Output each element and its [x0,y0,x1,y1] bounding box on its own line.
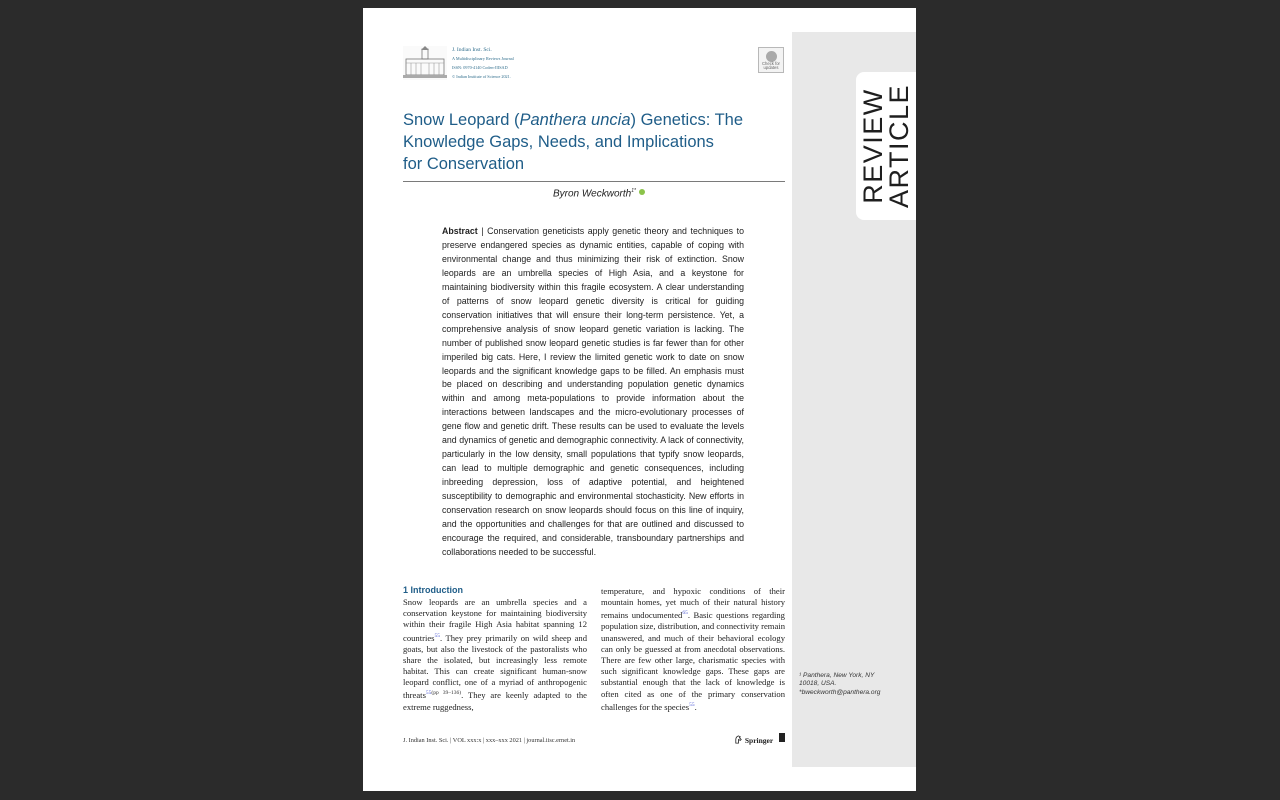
orcid-icon[interactable] [639,189,645,195]
publisher-name: Springer [744,736,774,745]
citation-link[interactable]: 65 [682,610,688,617]
review-article-tab [856,72,916,220]
institute-logo-icon [403,46,447,80]
journal-subtitle: A Multidisciplinary Reviews Journal [452,56,514,61]
page-footer: J. Indian Inst. Sci. | VOL xxx:x | xxx–xxx 2021 | journal.iisc.ernet.in [403,737,576,744]
affiliation-address: ¹ Panthera, New York, NY 10018, USA. [799,672,875,688]
check-for-updates-badge[interactable] [758,47,784,73]
author-marker: 1* [631,188,636,194]
abstract: Abstract | Conservation geneticists apply genetic theory and techniques to preserve endangered species as dynamic entities, capable of coping with environmental change and thus minimizing their risk of extinction. Snow leopards are an umbrella species of High Asia, and a keystone for maintaining biodiversity within this fragile ecosystem. A clear understanding of patterns of snow leopard genetic diversity is critical for guiding conservation initiatives that will ensure their long-term persistence. Yet, a comprehensive analysis of snow leopard genetic variation is lacking. The number of published snow leopard genetic studies is far fewer than for other imperiled big cats. Here, I review the limited genetic work to date on snow leopards and the significant knowledge gaps to be filled. An emphasis must be placed on describing and understanding population genetic dynamics within and among meta-populations to provide information about the interactions between landscapes and the micro-evolutionary processes of gene flow and genetic drift. These results can be used to evaluate the levels and dynamics of genetic and demographic connectivity. A lack of connectivity, particularly in the low density, small populations that typify snow leopards, can lead to multiple demographic and genetic consequences, including inbreeding depression, loss of adaptive potential, and heightened susceptibility to demographic and environmental stochasticity. New efforts in conservation research on snow leopards should focus on this line of inquiry, and the opportunities and challenges for that are outlined and discussed to encourage the required, and considerable, transboundary partnerships and collaborations needed to be successful. [442,226,744,557]
abstract-label: Abstract [442,226,478,236]
abstract-text: Conservation geneticists apply genetic theory and techniques to preserve endangered species as dynamic entities, capable of coping with environmental change and thus minimizing their risk of extinction. Snow leopards are an umbrella species of High Asia, and a keystone for maintaining biodiversity within this fragile ecosystem. A clear understanding of patterns of snow leopard genetic diversity is critical for guiding conservation initiatives that will ensure their long-term persistence. Yet, a comprehensive analysis of snow leopard genetic variation is lacking. The number of published snow leopard genetic studies is far fewer than for other imperiled big cats. Here, I review the limited genetic work to date on snow leopards and the significant knowledge gaps to be filled. An emphasis must be placed on describing and understanding population genetic dynamics within and among meta-populations to provide information about the interactions between landscapes and the micro-evolutionary processes of gene flow and genetic drift. These results can be used to evaluate the levels and dynamics of genetic and demographic connectivity. A lack of connectivity, particularly in the low density, small populations that typify snow leopards, can lead to multiple demographic and genetic consequences, including inbreeding depression, loss of adaptive potential, and heightened susceptibility to demographic and environmental stochasticity. New efforts in conservation research on snow leopards should focus on this line of inquiry, and the opportunities and challenges for that are outlined and discussed to encourage the required, and considerable, transboundary partnerships and collaborations needed to be successful. [442,226,744,557]
section-heading-introduction: 1 Introduction [403,585,463,595]
author-line [553,188,645,199]
citation-pages: (pp 39–136) [431,690,462,697]
article-title: Snow Leopard (Panthera uncia) Genetics: The Knowledge Gaps, Needs, and Implications for Conservation [403,111,743,173]
document-page [363,8,916,791]
author-name: Byron Weckworth [553,188,632,200]
author-affiliation [799,672,883,697]
citation-link[interactable]: 55 [689,701,695,708]
citation-link[interactable]: 55 [434,632,441,639]
check-updates-label: Check for updates [762,61,780,71]
journal-name: J. Indian Inst. Sci. [452,47,492,53]
body-column-left: Snow leopards are an umbrella species and a conservation keystone for maintaining biodiversity within their fragile High Asia habitat spanning 12 countries$^{55}$. They prey primarily on wild sheep and goats, but also the livestock of the pastoralists who share the isolated, but increasingly less remote habitat. This can create significant human-snow leopard conflict, one of a myriad of anthropogenic threats$^{55(pp 39-136)}$. They are keenly adapted to the extreme ruggedness, [403,597,588,712]
affiliation-email[interactable]: *bweckworth@panthera.org [799,688,881,696]
title-divider [403,181,785,182]
species-name: Panthera uncia [519,111,631,129]
ee-icon [779,733,785,742]
springer-horse-icon [734,735,743,744]
journal-copyright: © Indian Institute of Science 2021. [452,74,511,79]
publisher-mark [734,735,773,745]
journal-issn: ISSN: 0970-4140 Coden-JIISAD [452,65,508,70]
journal-info [452,46,572,81]
body-column-right: temperature, and hypoxic conditions of their mountain homes, yet much of their natural history remains undocumented$^{65}$. Basic questions regarding population size, distribution, and connectivity remain unanswered, and much of their behavioral ecology can only be guessed at from anecdotal observations. There are few other large, charismatic species with such significant knowledge gaps. These gaps are substantial enough that the lack of knowledge is often cited as one of the primary conservation challenges for the species$^{55}$. [601,586,785,712]
citation-link[interactable]: 55 [425,690,432,697]
article-type-label: REVIEW ARTICLE [858,83,914,209]
